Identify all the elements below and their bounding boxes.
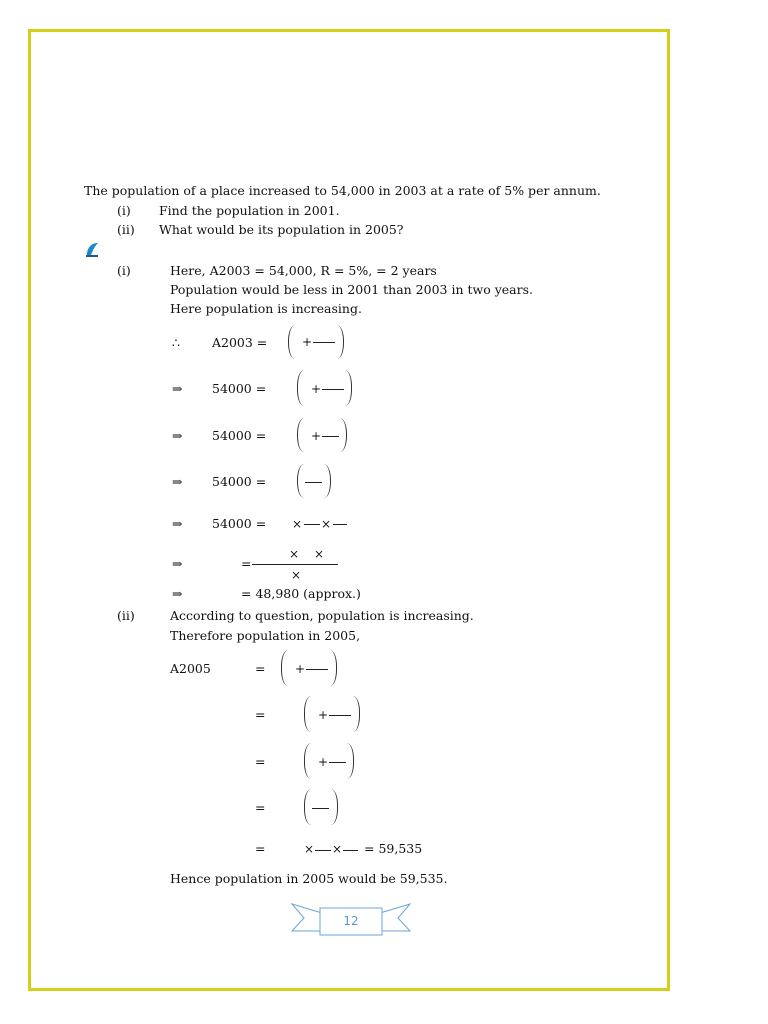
fraction-bar	[304, 524, 320, 525]
publisher-logo-icon	[85, 242, 99, 258]
times-sign: ×	[304, 842, 315, 856]
plus-sign: +	[311, 429, 322, 443]
equals-sign: =	[255, 754, 266, 769]
fraction-bar	[322, 436, 339, 437]
conclusion: Hence population in 2005 would be 59,535.	[170, 871, 448, 886]
fraction-bar	[343, 850, 358, 851]
times-sign: ×	[321, 517, 332, 531]
expression-bracket	[304, 696, 360, 732]
a2005-label: A2005	[170, 661, 211, 676]
fraction-bar	[312, 808, 329, 809]
step-result: = 48,980 (approx.)	[241, 586, 361, 601]
step-lhs: 54000 =	[212, 381, 267, 396]
page-border	[28, 29, 670, 991]
fraction-bar	[315, 850, 331, 851]
solution-line2: Here population is increasing.	[170, 301, 362, 316]
times-sign: ×	[292, 517, 303, 531]
implies-symbol: ⇒	[172, 474, 183, 489]
fraction-bar	[329, 762, 346, 763]
expression-bracket	[297, 418, 347, 452]
plus-sign: +	[318, 755, 329, 769]
therefore-symbol: ∴	[172, 335, 180, 350]
page-number: 12	[343, 914, 359, 928]
implies-symbol: ⇒	[172, 516, 183, 531]
fraction-bar	[322, 389, 344, 390]
question-part-ii-num: (ii)	[117, 222, 135, 237]
fraction-bar	[252, 564, 338, 565]
question-part-i-text: Find the population in 2001.	[159, 203, 340, 218]
equals-sign: =	[255, 707, 266, 722]
step-lhs: 54000 =	[212, 474, 267, 489]
fraction-bar	[313, 342, 335, 343]
times-sign: ×	[291, 568, 302, 582]
final-value: = 59,535	[364, 841, 423, 856]
solution-given: Here, A2003 = 54,000, R = 5%, = 2 years	[170, 263, 437, 278]
page-number-badge	[290, 903, 412, 937]
step-lhs: 54000 =	[212, 516, 267, 531]
equals-sign: =	[255, 841, 266, 856]
step-lhs: 54000 =	[212, 428, 267, 443]
step-lhs: =	[241, 556, 252, 571]
implies-symbol: ⇒	[172, 381, 183, 396]
fraction-bar	[329, 715, 351, 716]
times-sign: ×	[314, 547, 325, 561]
implies-symbol: ⇒	[172, 556, 183, 571]
question-part-ii-text: What would be its population in 2005?	[159, 222, 404, 237]
expression-bracket	[304, 743, 354, 779]
plus-sign: +	[302, 335, 313, 349]
plus-sign: +	[311, 382, 322, 396]
expression-bracket	[297, 464, 331, 498]
fraction-bar	[306, 669, 328, 670]
plus-sign: +	[318, 708, 329, 722]
equals-sign: =	[255, 661, 266, 676]
implies-symbol: ⇒	[172, 586, 183, 601]
expression-bracket	[281, 650, 337, 686]
solution-line1: Population would be less in 2001 than 2003 in two years.	[170, 282, 533, 297]
solution-ii-line2: Therefore population in 2005,	[170, 628, 361, 643]
plus-sign: +	[295, 662, 306, 676]
times-sign: ×	[332, 842, 343, 856]
step-lhs: A2003 =	[212, 335, 268, 350]
expression-bracket	[304, 789, 338, 825]
times-sign: ×	[289, 547, 300, 561]
equals-sign: =	[255, 800, 266, 815]
solution-ii-line1: According to question, population is increasing.	[170, 608, 474, 623]
implies-symbol: ⇒	[172, 428, 183, 443]
expression-bracket	[297, 370, 352, 406]
fraction-bar	[305, 482, 322, 483]
fraction-bar	[333, 524, 347, 525]
question-intro: The population of a place increased to 54,000 in 2003 at a rate of 5% per annum.	[84, 183, 601, 198]
solution-part-i-num: (i)	[117, 263, 131, 278]
solution-part-ii-num: (ii)	[117, 608, 135, 623]
question-part-i-num: (i)	[117, 203, 131, 218]
